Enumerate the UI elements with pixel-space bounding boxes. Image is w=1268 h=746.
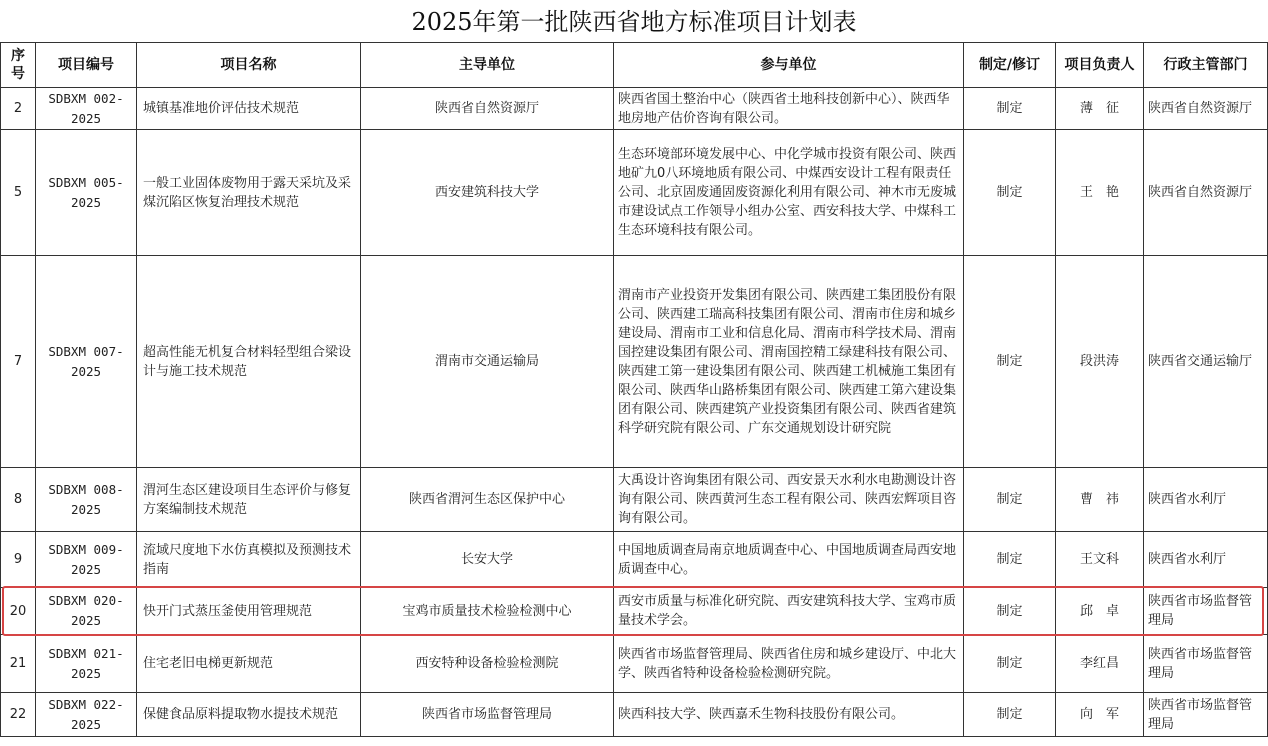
cell-name: 超高性能无机复合材料轻型组合梁设计与施工技术规范	[137, 256, 361, 468]
cell-dept: 陕西省市场监督管理局	[1144, 588, 1268, 635]
cell-seq: 9	[1, 532, 36, 588]
code-part-b: 2025	[70, 110, 102, 126]
cell-name: 城镇基准地价评估技术规范	[137, 88, 361, 130]
cell-dept: 陕西省水利厅	[1144, 468, 1268, 532]
header-name: 项目名称	[137, 43, 361, 88]
cell-participants: 渭南市产业投资开发集团有限公司、陕西建工集团股份有限公司、陕西建工瑞高科技集团有限公司、渭南市住房和城乡建设局、渭南市工业和信息化局、渭南市科学技术局、渭南国控建设集团有限公司、渭南国控精工绿建科技有限公司、陕西建工第一建设集团有限公司、陕西建工机械施工集团有限公司、陕西华山路桥集团有限公司、陕西建工第六建设集团有限公司、陕西建筑产业投资集团有限公司、陕西省建筑科学研究院有限公司、广东交通规划设计研究院	[614, 256, 964, 468]
code-part-a: SDBXM 008-	[48, 481, 124, 497]
cell-type: 制定	[964, 130, 1056, 256]
cell-participants: 陕西科技大学、陕西嘉禾生物科技股份有限公司。	[614, 693, 964, 737]
cell-owner: 王 艳	[1056, 130, 1144, 256]
cell-dept: 陕西省水利厅	[1144, 532, 1268, 588]
code-part-b: 2025	[70, 501, 102, 517]
cell-owner: 薄 征	[1056, 88, 1144, 130]
cell-seq: 20	[1, 588, 36, 635]
cell-seq: 7	[1, 256, 36, 468]
cell-type: 制定	[964, 256, 1056, 468]
table-row	[1, 693, 1268, 737]
code-part-b: 2025	[70, 561, 102, 577]
cell-lead: 西安特种设备检验检测院	[361, 635, 614, 693]
cell-code	[36, 635, 137, 693]
code-part-b: 2025	[70, 194, 102, 210]
cell-lead: 陕西省渭河生态区保护中心	[361, 468, 614, 532]
cell-participants: 大禹设计咨询集团有限公司、西安景天水利水电勘测设计咨询有限公司、陕西黄河生态工程有限公司、陕西宏辉项目咨询有限公司。	[614, 468, 964, 532]
code-part-a: SDBXM 021-	[48, 645, 124, 661]
header-lead: 主导单位	[361, 43, 614, 88]
table-row	[1, 468, 1268, 532]
cell-owner: 曹 祎	[1056, 468, 1144, 532]
cell-dept: 陕西省自然资源厅	[1144, 88, 1268, 130]
header-type: 制定/修订	[964, 43, 1056, 88]
cell-type: 制定	[964, 693, 1056, 737]
cell-lead: 渭南市交通运输局	[361, 256, 614, 468]
cell-type: 制定	[964, 468, 1056, 532]
cell-code	[36, 130, 137, 256]
cell-seq: 22	[1, 693, 36, 737]
cell-lead: 宝鸡市质量技术检验检测中心	[361, 588, 614, 635]
code-part-a: SDBXM 009-	[48, 541, 124, 557]
cell-code	[36, 532, 137, 588]
cell-type: 制定	[964, 532, 1056, 588]
cell-type: 制定	[964, 635, 1056, 693]
code-part-b: 2025	[70, 363, 102, 379]
cell-participants: 生态环境部环境发展中心、中化学城市投资有限公司、陕西地矿九0八环境地质有限公司、中煤西安设计工程有限责任公司、北京固废通固废资源化利用有限公司、神木市无废城市建设试点工作领导小组办公室、西安科技大学、中煤科工生态环境科技有限公司。	[614, 130, 964, 256]
code-part-b: 2025	[70, 613, 102, 628]
cell-participants: 西安市质量与标准化研究院、西安建筑科技大学、宝鸡市质量技术学会。	[614, 588, 964, 635]
cell-owner: 段洪涛	[1056, 256, 1144, 468]
cell-lead: 长安大学	[361, 532, 614, 588]
header-seq: 序号	[1, 43, 36, 88]
header-participants: 参与单位	[614, 43, 964, 88]
code-part-a: SDBXM 005-	[48, 174, 124, 190]
cell-code	[36, 588, 137, 635]
cell-seq: 21	[1, 635, 36, 693]
cell-dept: 陕西省市场监督管理局	[1144, 635, 1268, 693]
cell-owner: 向 军	[1056, 693, 1144, 737]
cell-type: 制定	[964, 88, 1056, 130]
cell-owner: 王文科	[1056, 532, 1144, 588]
table-row	[1, 532, 1268, 588]
code-part-a: SDBXM 007-	[48, 343, 124, 359]
standards-table	[0, 42, 1268, 737]
code-part-b: 2025	[70, 716, 102, 732]
header-owner: 项目负责人	[1056, 43, 1144, 88]
cell-code	[36, 88, 137, 130]
cell-owner: 邱 卓	[1056, 588, 1144, 635]
table-row	[1, 635, 1268, 693]
cell-code	[36, 256, 137, 468]
code-part-a: SDBXM 020-	[48, 593, 124, 608]
cell-code	[36, 693, 137, 737]
cell-type: 制定	[964, 588, 1056, 635]
table-row	[1, 130, 1268, 256]
cell-lead: 西安建筑科技大学	[361, 130, 614, 256]
header-code: 项目编号	[36, 43, 137, 88]
header-row	[1, 43, 1268, 88]
header-dept: 行政主管部门	[1144, 43, 1268, 88]
page-title: 2025年第一批陕西省地方标准项目计划表	[411, 8, 857, 36]
cell-participants: 陕西省国土整治中心（陕西省土地科技创新中心）、陕西华地房地产估价咨询有限公司。	[614, 88, 964, 130]
code-part-a: SDBXM 002-	[48, 90, 124, 106]
cell-name: 保健食品原料提取物水提技术规范	[137, 693, 361, 737]
table-row	[1, 256, 1268, 468]
cell-seq: 5	[1, 130, 36, 256]
table-row-highlighted	[1, 588, 1268, 635]
cell-code	[36, 468, 137, 532]
cell-dept: 陕西省自然资源厅	[1144, 130, 1268, 256]
cell-dept: 陕西省市场监督管理局	[1144, 693, 1268, 737]
table-row	[1, 88, 1268, 130]
cell-lead: 陕西省市场监督管理局	[361, 693, 614, 737]
code-part-b: 2025	[70, 665, 102, 681]
cell-name: 流域尺度地下水仿真模拟及预测技术指南	[137, 532, 361, 588]
cell-name: 住宅老旧电梯更新规范	[137, 635, 361, 693]
cell-name: 渭河生态区建设项目生态评价与修复方案编制技术规范	[137, 468, 361, 532]
cell-name: 快开门式蒸压釜使用管理规范	[137, 588, 361, 635]
cell-participants: 陕西省市场监督管理局、陕西省住房和城乡建设厅、中北大学、陕西省特种设备检验检测研究院。	[614, 635, 964, 693]
code-part-a: SDBXM 022-	[48, 696, 124, 712]
cell-seq: 8	[1, 468, 36, 532]
cell-lead: 陕西省自然资源厅	[361, 88, 614, 130]
cell-participants: 中国地质调查局南京地质调查中心、中国地质调查局西安地质调查中心。	[614, 532, 964, 588]
cell-seq: 2	[1, 88, 36, 130]
cell-owner: 李红昌	[1056, 635, 1144, 693]
cell-name: 一般工业固体废物用于露天采坑及采煤沉陷区恢复治理技术规范	[137, 130, 361, 256]
cell-dept: 陕西省交通运输厅	[1144, 256, 1268, 468]
